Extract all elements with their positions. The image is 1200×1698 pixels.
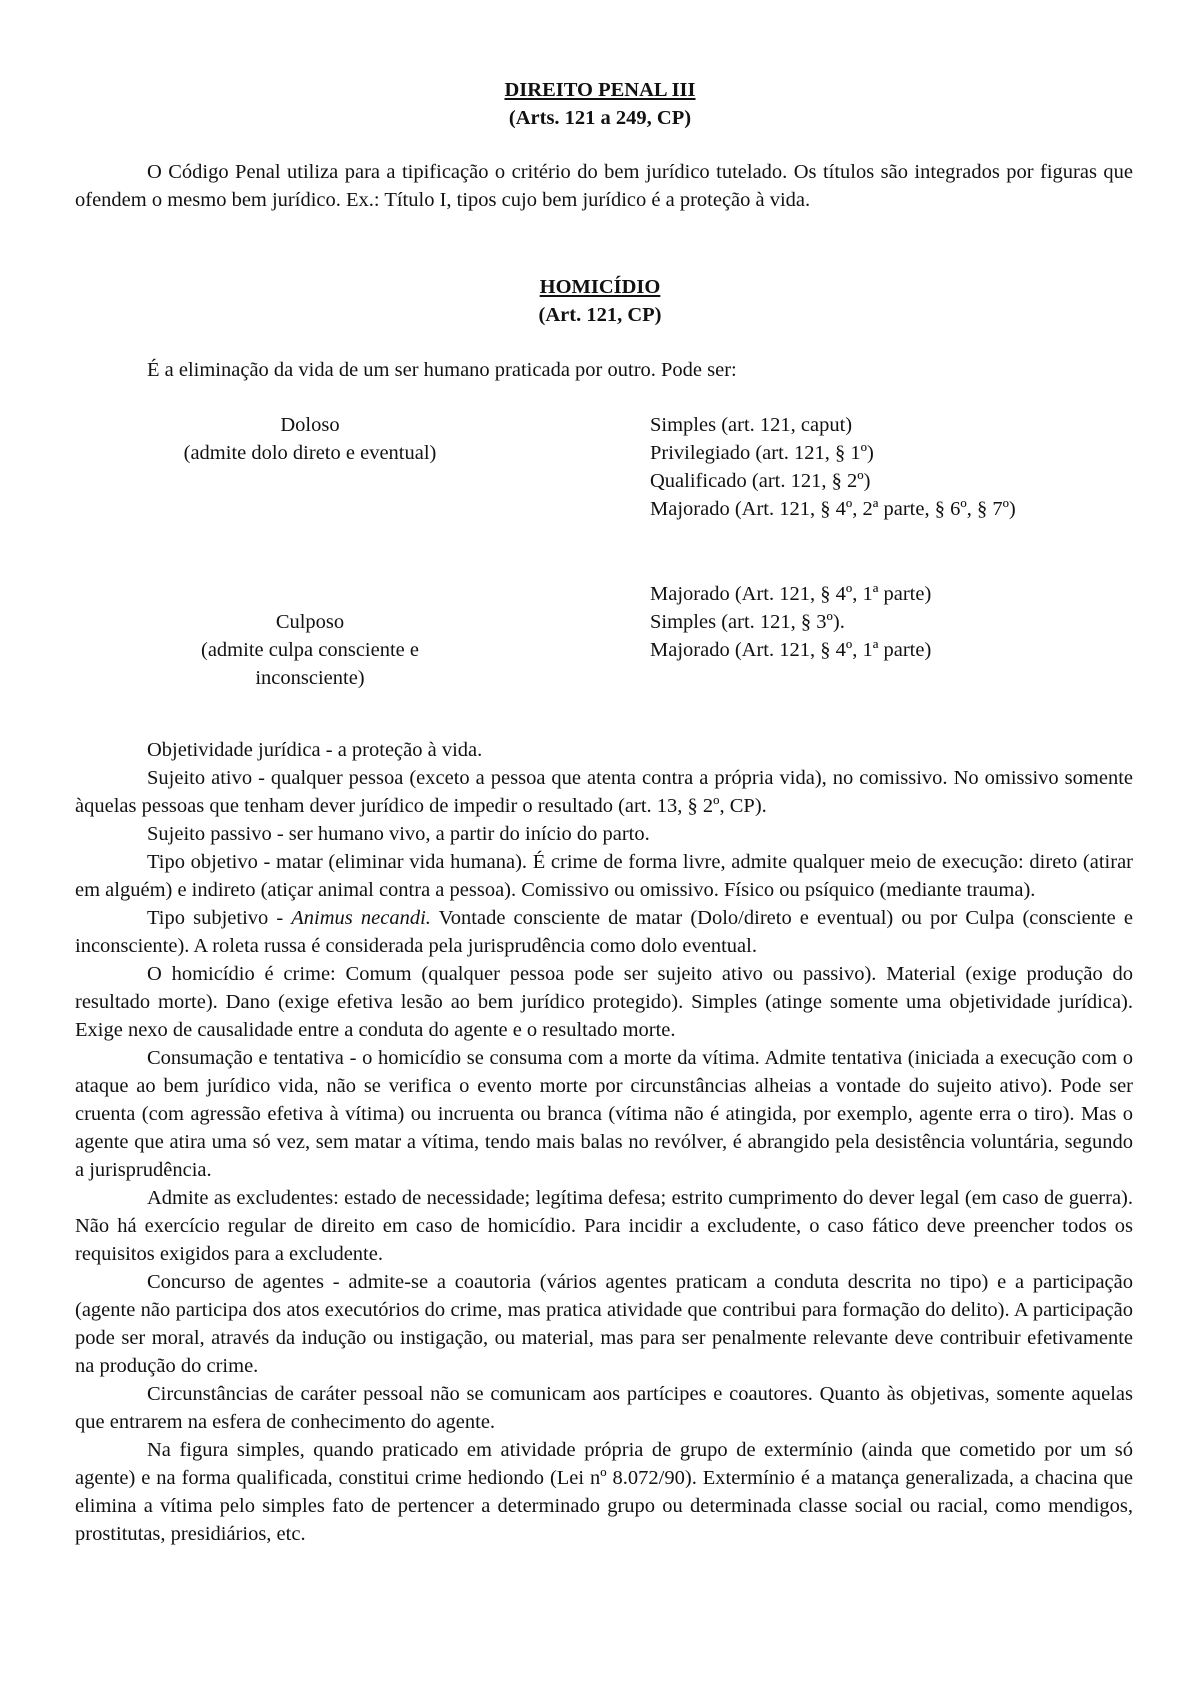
paragraph-consumacao: Consumação e tentativa - o homicídio se consuma com a morte da vítima. Admite tentativa (iniciada a execução com o ataque ao bem jurídico vida, não se verifica o evento morte por circunstâncias alheias a vontade do sujeito ativo). Pode ser cruenta (com agressão efetiva à vítima) ou incruenta ou branca (vítima não é atingida, por exemplo, agente erra o tiro). Mas o agente que atira uma só vez, sem matar a vítima, tendo mais balas no revólver, é abrangido pela desistência voluntária, segundo a jurisprudência. xyxy=(75,1047,1133,1181)
paragraph-tipo-subjetivo xyxy=(75,904,1133,960)
body-text xyxy=(75,736,1133,1548)
paragraph-tipo-objetivo: Tipo objetivo - matar (eliminar vida humana). É crime de forma livre, admite qualquer meio de execução: direto (atirar em alguém) e indireto (atiçar animal contra a pessoa). Comissivo ou omissivo. Físico ou psíquico (mediante trauma). xyxy=(75,851,1133,901)
animus-necandi-term: Animus necandi. xyxy=(291,907,431,929)
paragraph-sujeito-passivo: Sujeito passivo - ser humano vivo, a partir do início do parto. xyxy=(147,823,650,845)
section-title: HOMICÍDIO xyxy=(539,276,661,298)
doloso-item: Qualificado (art. 121, § 2º) xyxy=(650,470,871,492)
paragraph-classificacao: O homicídio é crime: Comum (qualquer pessoa pode ser sujeito ativo ou passivo). Material (exige produção do resultado morte). Dano (exige efetiva lesão ao bem jurídico protegido). Simples (atinge somente uma objetividade jurídica). Exige nexo de causalidade entre a conduta do agente e o resultado morte. xyxy=(75,963,1133,1041)
tipo-subjetivo-prefix: Tipo subjetivo - xyxy=(147,907,292,929)
paragraph-objetividade: Objetividade jurídica - a proteção à vida. xyxy=(147,739,483,761)
paragraph-circunstancias: Circunstâncias de caráter pessoal não se comunicam aos partícipes e coautores. Quanto às objetivas, somente aquelas que entrarem na esfera de conhecimento do agente. xyxy=(75,1383,1133,1433)
paragraph-excludentes: Admite as excludentes: estado de necessidade; legítima defesa; estrito cumprimento do dever legal (em caso de guerra). Não há exercício regular de direito em caso de homicídio. Para incidir a excludente, o caso fático deve preencher todos os requisitos exigidos para a excludente. xyxy=(75,1187,1133,1265)
culposo-item: Majorado (Art. 121, § 4º, 1ª parte) xyxy=(650,639,932,661)
culposo-list xyxy=(650,580,931,664)
doloso-item: Privilegiado (art. 121, § 1º) xyxy=(650,442,874,464)
doloso-list xyxy=(650,411,1016,523)
section-subtitle: (Art. 121, CP) xyxy=(538,304,662,326)
paragraph-sujeito-ativo: Sujeito ativo - qualquer pessoa (exceto a pessoa que atenta contra a própria vida), no comissivo. No omissivo somente àquelas pessoas que tenham dever jurídico de impedir o resultado (art. 13, § 2º, CP). xyxy=(75,767,1133,817)
document-title: DIREITO PENAL III xyxy=(504,79,696,101)
section-lead: É a eliminação da vida de um ser humano praticada por outro. Pode ser: xyxy=(147,359,737,381)
doloso-label: Doloso xyxy=(280,414,340,436)
culposo-item: Simples (art. 121, § 3º). xyxy=(650,611,845,633)
culposo-note: (admite culpa consciente e inconsciente) xyxy=(201,639,419,689)
doloso-note: (admite dolo direto e eventual) xyxy=(183,442,437,464)
paragraph-concurso: Concurso de agentes - admite-se a coautoria (vários agentes praticam a conduta descrita no tipo) e a participação (agente não participa dos atos executórios do crime, mas pratica atividade que contribui para formação do delito). A participação pode ser moral, através da indução ou instigação, ou material, mas para ser penalmente relevante deve contribuir efetivamente na produção do crime. xyxy=(75,1271,1133,1377)
doloso-item: Majorado (Art. 121, § 4º, 2ª parte, § 6º, § 7º) xyxy=(650,498,1016,520)
intro-paragraph: O Código Penal utiliza para a tipificação o critério do bem jurídico tutelado. Os títulos são integrados por figuras que ofendem o mesmo bem jurídico. Ex.: Título I, tipos cujo bem jurídico é a proteção à vida. xyxy=(75,161,1133,211)
document-subtitle: (Arts. 121 a 249, CP) xyxy=(508,107,692,129)
paragraph-hediondo: Na figura simples, quando praticado em atividade própria de grupo de extermínio (ainda que cometido por um só agente) e na forma qualificada, constitui crime hediondo (Lei nº 8.072/90). Extermínio é a matança generalizada, a chacina que elimina a vítima pelo simples fato de pertencer a determinado grupo ou determinada classe social ou racial, como mendigos, prostitutas, presidiários, etc. xyxy=(75,1439,1133,1545)
tipo-subjetivo-rest: Vontade consciente de matar (Dolo/direto e eventual) ou por Culpa (consciente e inconsciente). A roleta russa é considerada pela jurisprudência como dolo eventual. xyxy=(75,907,1133,957)
culposo-label: Culposo xyxy=(275,611,345,633)
doloso-item: Simples (art. 121, caput) xyxy=(650,414,853,436)
culposo-item: Majorado (Art. 121, § 4º, 1ª parte) xyxy=(650,583,932,605)
